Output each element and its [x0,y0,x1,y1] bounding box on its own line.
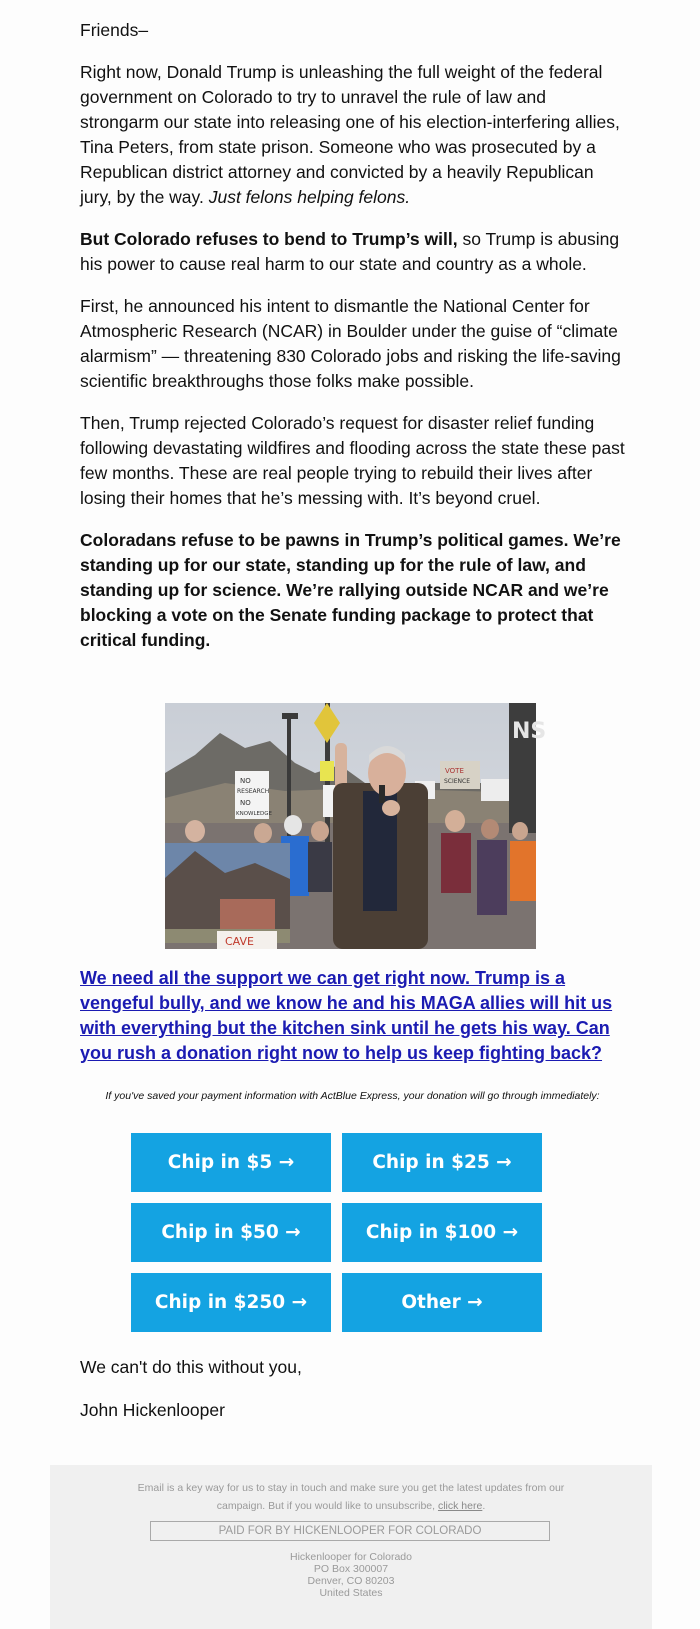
chip-in-100-button[interactable]: Chip in $100 → [342,1203,542,1262]
email-body [80,18,625,670]
actblue-express-note: If you've saved your payment information with ActBlue Express, your donation will go through immediately: [105,1090,600,1102]
email-footer [50,1465,652,1629]
signature: John Hickenlooper [80,1400,225,1420]
rally-sign-text: NS [512,719,547,744]
paragraph-ncar: First, he announced his intent to dismantle the National Center for Atmospheric Research (NCAR) in Boulder under the guise of “climate alarmism” — threatening 830 Colorado jobs and risking the life-saving scientific breakthroughs those folks make possible. [80,296,621,391]
address-line: United States [319,1587,383,1599]
rally-sign-text: NO [240,799,251,807]
chip-in-25-button[interactable]: Chip in $25 → [342,1133,542,1192]
paragraph-coloradans-refuse: Coloradans refuse to be pawns in Trump’s political games. We’re standing up for our state, standing up for the rule of law, and standing up for science. We’re rallying outside NCAR and we’re blocking a vote on the Senate funding package to protect that critical funding. [80,530,621,650]
address-line: Hickenlooper for Colorado [290,1551,412,1563]
paragraph-disaster-relief: Then, Trump rejected Colorado’s request for disaster relief funding following devastating wildfires and flooding across the state these past few months. These are real people trying to rebuild their lives after losing their homes that he’s messing with. It’s beyond cruel. [80,413,625,508]
rally-photo [165,703,547,949]
greeting: Friends– [80,20,149,40]
closing-line: We can't do this without you, [80,1357,302,1377]
rally-sign-text: RESEARCH [237,788,270,795]
mailing-address [50,1551,652,1599]
paragraph-italic: Just felons helping felons. [208,187,411,207]
address-line: PO Box 300007 [313,1563,389,1575]
rally-sign-text: CAVE [225,935,254,948]
rally-sign-text: KNOWLEDGE [236,811,272,817]
footer-text: Email is a key way for us to stay in touch and make sure you get the latest updates from our campaign. But if you would like to unsubscribe, [137,1482,565,1512]
rally-sign-text: NO [240,777,251,785]
footer-unsubscribe-text [120,1479,582,1515]
paid-for-disclaimer: PAID FOR BY HICKENLOOPER FOR COLORADO [150,1521,550,1541]
paragraph-bold-lead: But Colorado refuses to bend to Trump’s will, [80,229,458,249]
unsubscribe-link[interactable]: click here [437,1500,483,1512]
donation-appeal-link[interactable]: We need all the support we can get right now. Trump is a vengeful bully, and we know he and his MAGA allies will hit us with everything but the kitchen sink until he gets his way. Can you rush a donation right now to help us keep fighting back? [80,968,613,1063]
footer-text-suffix: . [482,1500,486,1512]
address-line: Denver, CO 80203 [307,1575,395,1587]
chip-in-250-button[interactable]: Chip in $250 → [131,1273,331,1332]
paragraph-trump-federal [80,60,625,210]
other-amount-button[interactable]: Other → [342,1273,542,1332]
chip-in-50-button[interactable]: Chip in $50 → [131,1203,331,1262]
paragraph-colorado-refuses [80,227,625,277]
rally-sign-text: VOTE [445,767,464,775]
rally-sign-text: SCIENCE [444,778,471,785]
chip-in-5-button[interactable]: Chip in $5 → [131,1133,331,1192]
paragraph-text: so Trump is abusing his power to cause real harm to our state and country as a whole. [80,229,620,274]
paragraph-text: Right now, Donald Trump is unleashing the full weight of the federal government on Colorado to try to unravel the rule of law and strongarm our state into releasing one of his election-interfering allies, Tina Peters, from state prison. Someone who was prosecuted by a Republican district attorney and convicted by a heavily Republican jury, by the way. [80,62,620,207]
